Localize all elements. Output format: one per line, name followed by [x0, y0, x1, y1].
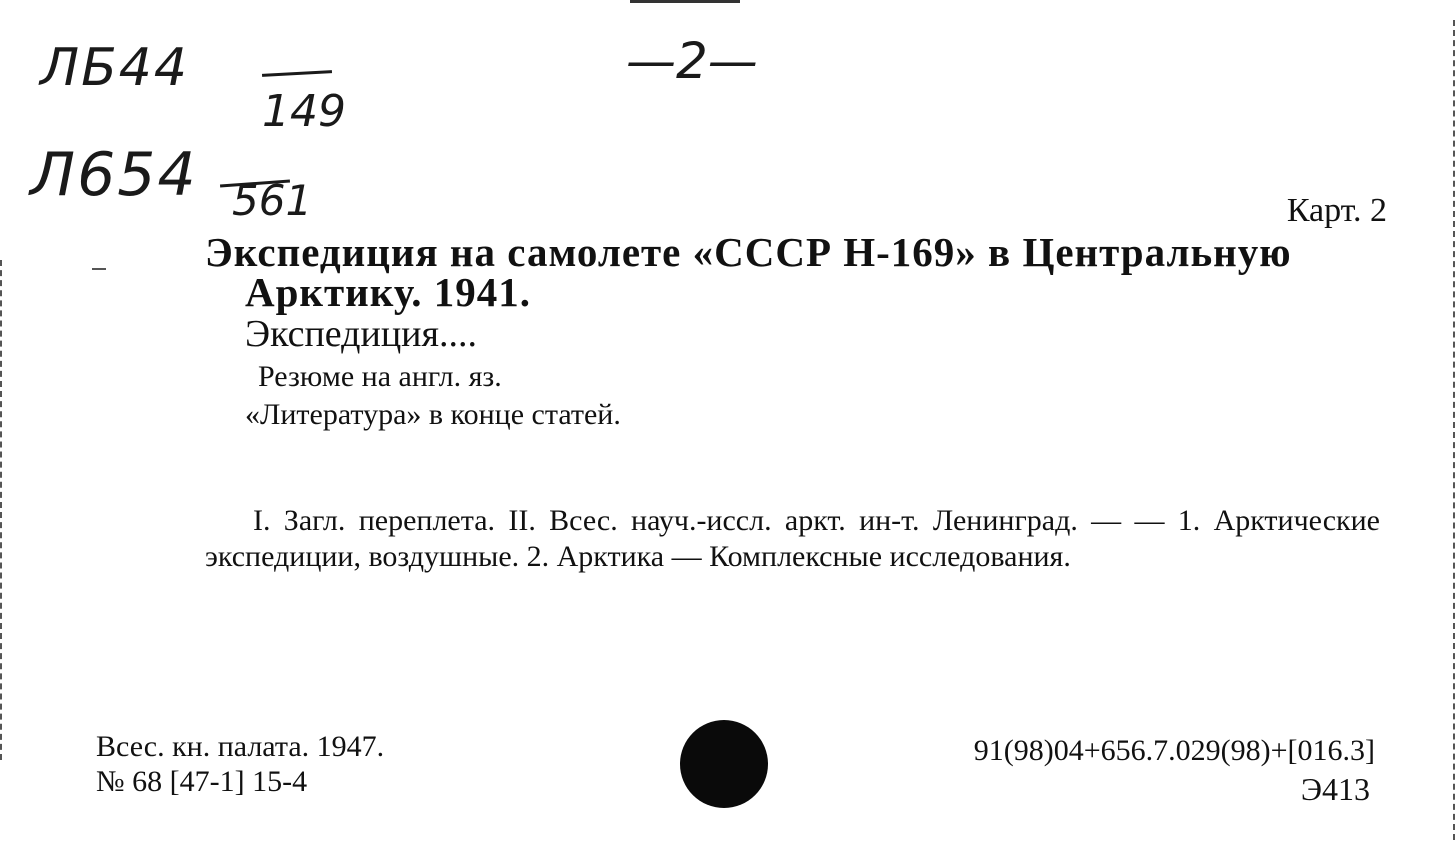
shelf-mark-2-fraction: 561	[232, 176, 313, 225]
card-number: Карт. 2	[1286, 192, 1387, 229]
classification-code: 91(98)04+656.7.029(98)+[016.3]	[973, 734, 1375, 767]
page-number: —2—	[626, 32, 758, 90]
subtitle: Экспедиция....	[245, 313, 477, 355]
title-line-1: Экспедиция на самолете «СССР Н-169» в Центральную	[205, 229, 1292, 275]
shelf-mark-1-fraction: 149	[262, 86, 346, 137]
card-left-edge	[0, 260, 6, 760]
card-right-edge	[1450, 20, 1455, 840]
shelf-mark-1-fraction-bar	[262, 70, 332, 77]
card-punch-hole	[680, 720, 768, 808]
tracings-block	[205, 503, 1380, 575]
cutter-number: Э413	[1300, 771, 1370, 807]
title-line-2: Арктику. 1941.	[245, 269, 531, 315]
publisher-line-2: № 68 [47-1] 15-4	[96, 765, 308, 798]
note-summary: Резюме на англ. яз.	[258, 360, 502, 393]
publisher-line-1: Всес. кн. палата. 1947.	[96, 730, 385, 763]
top-edge-mark	[630, 0, 740, 3]
tracings-text: I. Загл. переплета. II. Всес. науч.-иссл. аркт. ин-т. Ленинград. — — 1. Арктические экспедиции, воздушные. 2. Арктика — Комплексные исследования.	[205, 504, 1380, 573]
stray-mark	[92, 268, 106, 270]
shelf-mark-1: ЛБ44	[40, 38, 189, 98]
shelf-mark-2: Л654	[30, 140, 198, 210]
note-literature: «Литература» в конце статей.	[245, 398, 621, 431]
